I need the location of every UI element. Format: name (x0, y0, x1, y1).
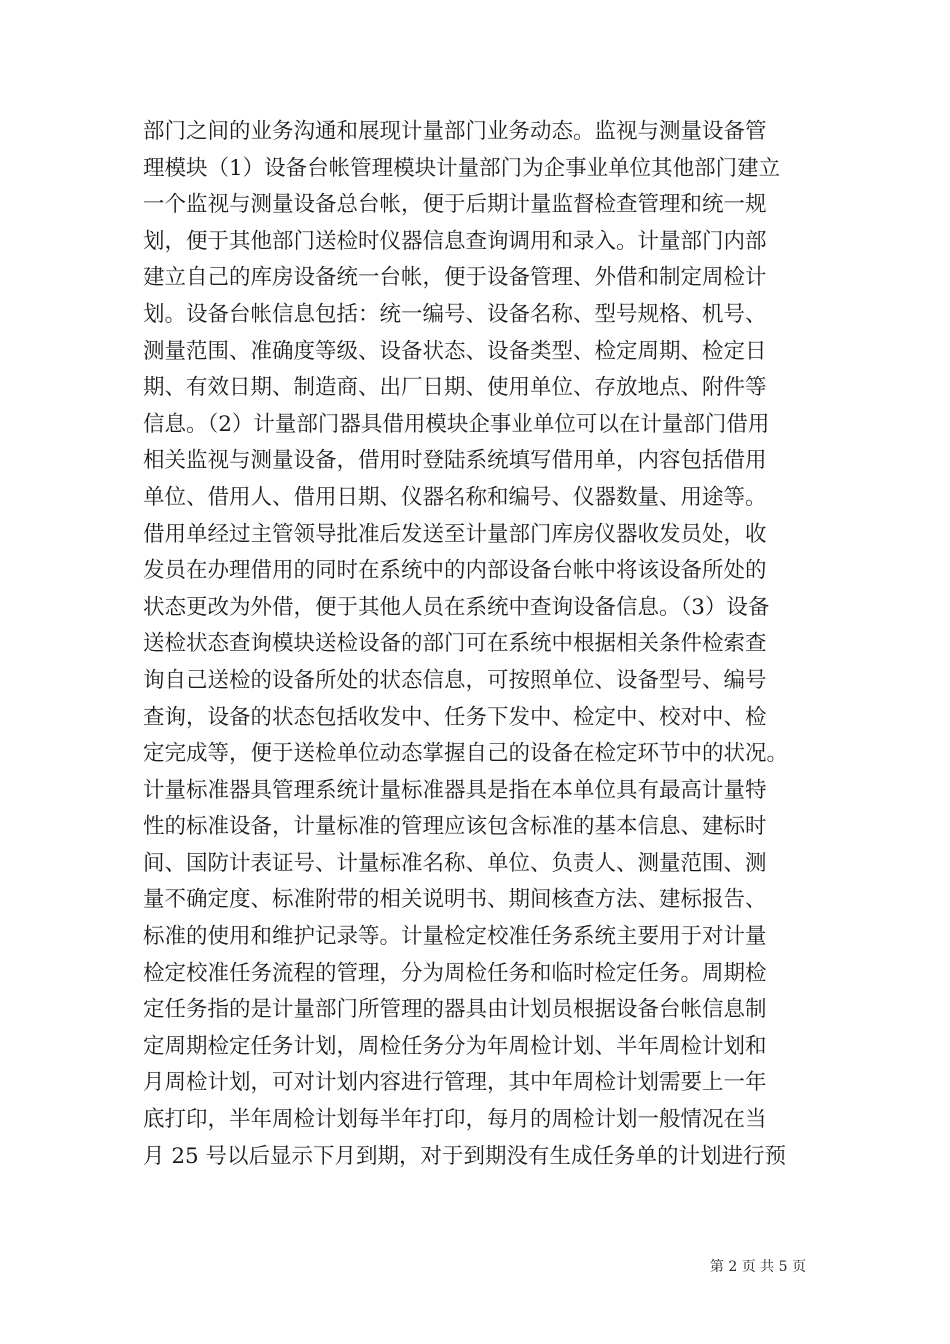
text-line: 标准的使用和维护记录等。计量检定校准任务系统主要用于对计量 (143, 924, 767, 950)
text-line: 计量标准器具管理系统计量标准器具是指在本单位具有最高计量特 (143, 777, 767, 803)
text-line: 间、国防计表证号、计量标准名称、单位、负责人、测量范围、测 (143, 850, 767, 876)
text-line: 状态更改为外借，便于其他人员在系统中查询设备信息。（3）设备 (143, 594, 770, 620)
text-line: 建立自己的库房设备统一台帐，便于设备管理、外借和制定周检计 (143, 265, 767, 291)
text-line: 单位、借用人、借用日期、仪器名称和编号、仪器数量、用途等。 (143, 484, 767, 510)
text-line: 询自己送检的设备所处的状态信息，可按照单位、设备型号、编号 (143, 667, 767, 693)
text-line: 部门之间的业务沟通和展现计量部门业务动态。监视与测量设备管 (143, 119, 767, 144)
text-line: 月周检计划，可对计划内容进行管理，其中年周检计划需要上一年 (143, 1070, 767, 1096)
text-line: 量不确定度、标准附带的相关说明书、期间核查方法、建标报告、 (143, 887, 767, 913)
text-line: 相关监视与测量设备，借用时登陆系统填写借用单，内容包括借用 (143, 448, 767, 474)
text-line: 送检状态查询模块送检设备的部门可在系统中根据相关条件检索查 (143, 631, 767, 657)
text-line: 信息。（2）计量部门器具借用模块企事业单位可以在计量部门借用 (143, 411, 770, 437)
text-line: 定完成等，便于送检单位动态掌握自己的设备在检定环节中的状况。 (143, 741, 789, 767)
text-line: 检定校准任务流程的管理，分为周检任务和临时检定任务。周期检 (143, 960, 767, 986)
text-line: 一个监视与测量设备总台帐，便于后期计量监督检查管理和统一规 (143, 192, 767, 218)
text-line: 理模块（1）设备台帐管理模块计量部门为企事业单位其他部门建立 (143, 155, 781, 181)
text-line: 期、有效日期、制造商、出厂日期、使用单位、存放地点、附件等 (143, 375, 767, 401)
text-line: 性的标准设备，计量标准的管理应该包含标准的基本信息、建标时 (143, 814, 767, 840)
text-line: 划。设备台帐信息包括：统一编号、设备名称、型号规格、机号、 (143, 301, 767, 327)
text-line: 借用单经过主管领导批准后发送至计量部门库房仪器收发员处，收 (143, 521, 767, 547)
text-line: 定周期检定任务计划，周检任务分为年周检计划、半年周检计划和 (143, 1033, 767, 1059)
text-line: 定任务指的是计量部门所管理的器具由计划员根据设备台帐信息制 (143, 997, 767, 1023)
body-text (143, 114, 823, 1175)
text-line: 底打印，半年周检计划每半年打印，每月的周检计划一般情况在当 (143, 1107, 767, 1133)
page-number-footer: 第 2 页 共 5 页 (709, 1259, 806, 1275)
text-line: 月 25 号以后显示下月到期，对于到期没有生成任务单的计划进行预 (143, 1143, 787, 1169)
text-line: 发员在办理借用的同时在系统中的内部设备台帐中将该设备所处的 (143, 558, 767, 584)
text-line: 查询，设备的状态包括收发中、任务下发中、检定中、校对中、检 (143, 704, 767, 730)
text-line: 测量范围、准确度等级、设备状态、设备类型、检定周期、检定日 (143, 338, 767, 364)
text-line: 划，便于其他部门送检时仪器信息查询调用和录入。计量部门内部 (143, 228, 767, 254)
